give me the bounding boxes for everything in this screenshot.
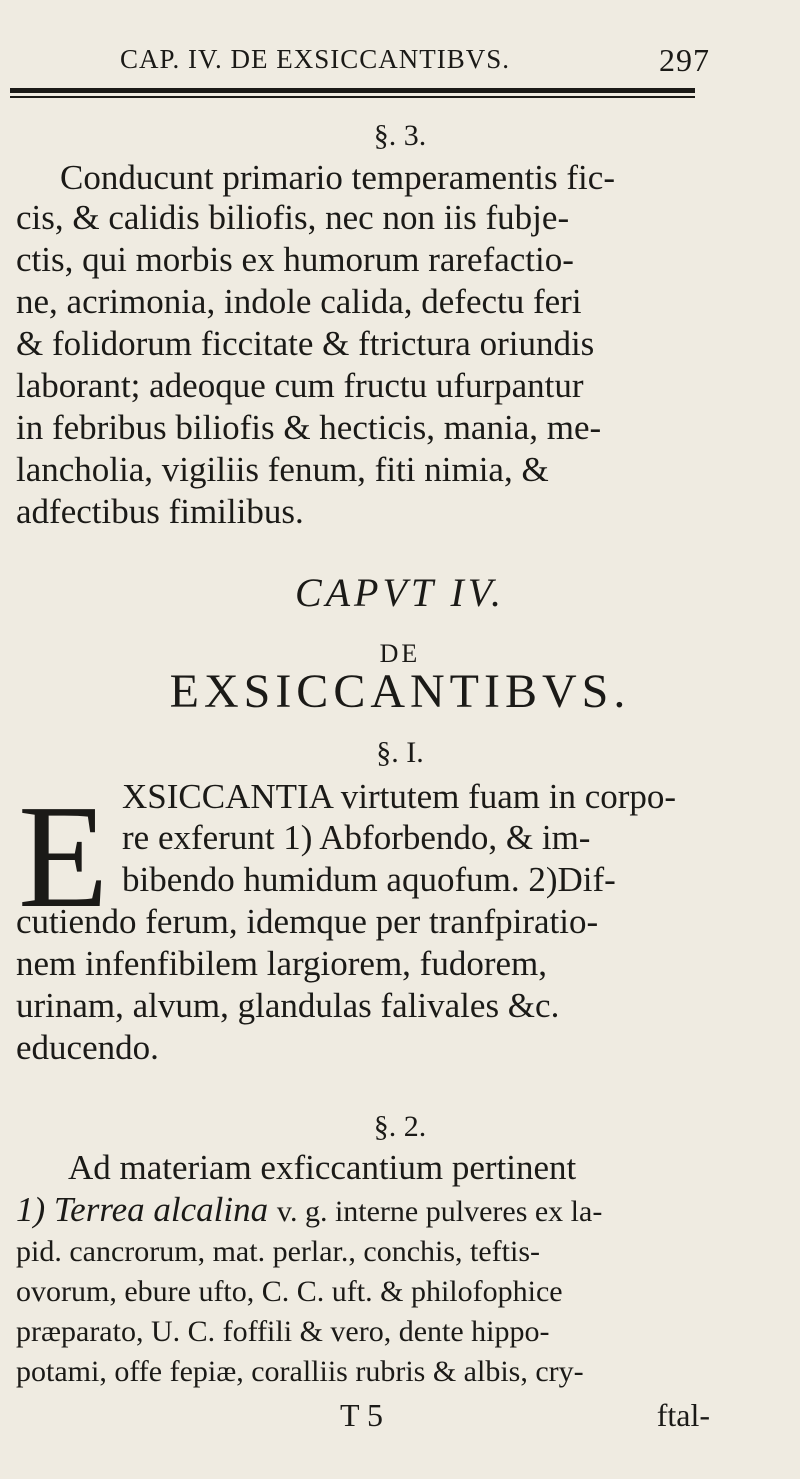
page-number: 297	[659, 42, 710, 78]
text-line: pid. cancrorum, mat. perlar., conchis, teftis-	[16, 1235, 540, 1268]
text-line: bibendo humidum aquofum. 2)Dif-	[122, 860, 616, 899]
text-line: ctis, qui morbis ex humorum rarefactio-	[16, 240, 574, 279]
header-rule-thin	[10, 96, 695, 98]
signature-mark: T 5	[340, 1397, 383, 1433]
section-heading: §. 2.	[373, 1110, 427, 1143]
text-line: Conducunt primario temperamentis fic-	[60, 158, 615, 197]
chapter-title: EXSICCANTIBVS.	[169, 665, 631, 718]
chapter-caput: CAPVT IV.	[294, 570, 506, 615]
chapter-de: DE	[379, 639, 421, 668]
drop-capital: E	[18, 775, 109, 939]
text-line: in febribus biliofis & hecticis, mania, me-	[16, 408, 602, 447]
text-line: urinam, alvum, glandulas falivales &c.	[16, 986, 560, 1025]
text-line: XSICCANTIA virtutem fuam in corpo-	[122, 777, 677, 816]
item-title: Terrea alcalina	[53, 1190, 269, 1229]
text-line: & folidorum ficcitate & ftrictura oriundis	[16, 324, 595, 363]
text-line: lancholia, vigiliis fenum, fiti nimia, &	[16, 450, 549, 489]
item-number: 1)	[16, 1190, 46, 1229]
header-rule	[10, 88, 695, 93]
text-line: re exferunt 1) Abforbendo, & im-	[122, 818, 591, 857]
text-line: cis, & calidis biliofis, nec non iis fubje-	[16, 198, 570, 237]
text-line: Ad materiam exficcantium pertinent	[68, 1148, 577, 1187]
text-line: educendo.	[16, 1028, 159, 1067]
text-line: nem infenfibilem largiorem, fudorem,	[16, 944, 547, 983]
text-line: ovorum, ebure ufto, C. C. uft. & philofophice	[16, 1275, 563, 1308]
text-line: cutiendo ferum, idemque per tranfpiratio-	[16, 902, 599, 941]
text-line: potami, offe fepiæ, coralliis rubris & albis, cry-	[16, 1355, 584, 1388]
running-header	[120, 42, 710, 78]
section-heading: §. 3.	[373, 119, 427, 152]
list-item-line	[16, 1190, 706, 1232]
catchword: ftal-	[656, 1397, 710, 1433]
running-head: CAP. IV. DE EXSICCANTIBVS.	[120, 44, 511, 74]
text-line: adfectibus fimilibus.	[16, 492, 304, 531]
section-heading: §. I.	[376, 736, 424, 769]
text-line: laborant; adeoque cum fructu ufurpantur	[16, 366, 584, 405]
item-text: v. g. interne pulveres ex la-	[276, 1195, 603, 1228]
text-line: ne, acrimonia, indole calida, defectu feri	[16, 282, 582, 321]
text-line: præparato, U. C. foffili & vero, dente hippo-	[16, 1315, 550, 1348]
